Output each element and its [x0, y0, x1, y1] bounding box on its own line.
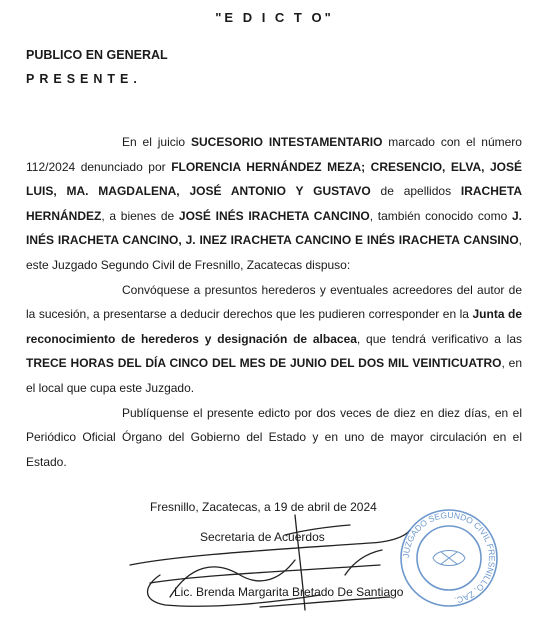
bold-run: TRECE HORAS DEL DÍA CINCO DEL MES DE JUNIO DEL DOS MIL VEINTICUATRO: [26, 356, 502, 371]
document-title: "E D I C T O": [215, 10, 334, 25]
addressee-line-2: PRESENTE.: [26, 72, 142, 86]
paragraph-3: [26, 401, 522, 475]
text-run: , este Juzgado Segundo Civil de Fresnillo, Zacatecas dispuso:: [26, 233, 522, 272]
text-run: de apellidos: [370, 184, 461, 199]
text-run: , a bienes de: [101, 208, 179, 223]
bold-run: J. INÉS IRACHETA CANCINO, J. INEZ IRACHETA CANCINO E INÉS IRACHETA CANSINO: [26, 208, 522, 248]
place-date: Fresnillo, Zacatecas, a 19 de abril de 2024: [150, 500, 377, 514]
svg-text:JUZGADO SEGUNDO CIVIL FRESNILL: JUZGADO SEGUNDO CIVIL FRESNILLO, ZAC.: [400, 509, 498, 606]
text-run: , en el local que cupa este Juzgado.: [26, 356, 523, 395]
signature-strokes: [130, 515, 410, 610]
edict-body: [26, 130, 522, 474]
text-run: , que tendrá verificativo a las: [356, 331, 523, 346]
paragraph-2: [26, 278, 522, 401]
text-run: Publíquense el presente edicto por dos veces de diez en diez días, en el Periódico Oficial Órgano del Gobierno del Estado y en uno de mayor circulación en el Estado.: [26, 405, 522, 469]
signer-name: Lic. Brenda Margarita Bretado De Santiago: [174, 585, 404, 599]
bold-run: IRACHETA HERNÁNDEZ: [26, 184, 522, 223]
bold-run: Junta de reconocimiento de herederos y designación de albacea: [26, 307, 522, 346]
text-run: En el juicio: [122, 135, 191, 149]
bold-run: FLORENCIA HERNÁNDEZ MEZA; CRESENCIO, ELVA, JOSÉ LUIS, MA. MAGDALENA, JOSÉ ANTONIO Y GUSTAVO: [26, 159, 523, 199]
paragraph-1: [26, 130, 522, 278]
text-run: marcado con el número 112/2024 denunciado por: [26, 135, 522, 174]
text-run: Convóquese a presuntos herederos y eventuales acreedores del autor de la sucesión, a presentarse a deducir derechos que les pudieren corresponder en la: [26, 282, 522, 322]
secretary-title: Secretaria de Acuerdos: [200, 530, 325, 544]
addressee-line-1: PUBLICO EN GENERAL: [26, 48, 168, 62]
text-run: , también conocido como: [369, 208, 512, 223]
bold-run: JOSÉ INÉS IRACHETA CANCINO: [178, 208, 370, 223]
handwritten-signature: [120, 505, 420, 620]
bold-run: SUCESORIO INTESTAMENTARIO: [190, 135, 383, 149]
court-seal-stamp: [397, 500, 501, 616]
